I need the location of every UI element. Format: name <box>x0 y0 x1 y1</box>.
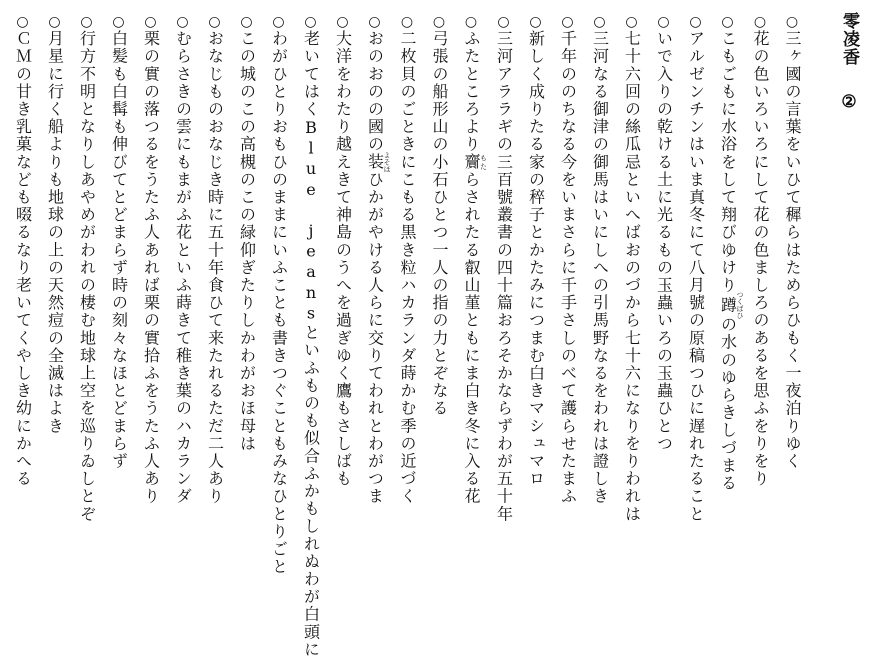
circle-marker: ○ <box>302 14 319 30</box>
circle-marker: ○ <box>142 14 159 30</box>
poem-line <box>327 14 359 534</box>
circle-marker: ○ <box>431 14 447 30</box>
circle-marker: ○ <box>206 14 223 30</box>
circle-marker: ○ <box>14 14 31 30</box>
poem-line <box>295 14 327 658</box>
poem-text: 三ヶ國の言葉をいひて穉らはためらひもく一夜泊りゆく <box>783 30 802 470</box>
poem-text-after: の水のゆらきしづまる <box>718 315 738 492</box>
circle-marker: ○ <box>784 14 800 30</box>
circle-marker: ○ <box>719 14 736 30</box>
circle-marker: ○ <box>270 14 287 30</box>
ruby-reading: よそほ <box>383 151 391 173</box>
circle-marker: ○ <box>238 14 255 30</box>
poem-text: 老いてはくBlue jeansといふものも似合ふかもしれぬわが白頭に <box>301 30 321 658</box>
ruby-word <box>365 151 391 173</box>
poem-line <box>680 14 712 534</box>
poem-text: アルゼンチンはいま真冬にて八月號の原稿つひに遅れたること <box>686 30 706 523</box>
ruby-base: 蹲 <box>718 291 738 319</box>
poem-line <box>103 14 135 534</box>
poem-line <box>584 14 616 534</box>
poem-line <box>776 14 808 534</box>
title-text: 零凌香 <box>839 12 859 66</box>
poem-line <box>744 14 776 534</box>
ruby-word <box>718 291 744 319</box>
poem-text: むらさきの雲にもまがふ花といふ蒔きて稚き葉のハカランダ <box>173 30 193 506</box>
poem-list <box>7 14 809 658</box>
poem-text: 花の色いろいろにして花の色ましろのあるを思ふをりをり <box>751 30 770 488</box>
poem-line <box>199 14 231 534</box>
poem-text-before: おのおのの國の <box>365 30 385 154</box>
ruby-reading: つくばひ <box>736 291 744 319</box>
poem-line <box>263 14 295 576</box>
poem-line <box>648 14 680 534</box>
circle-marker: ○ <box>495 14 512 30</box>
poem-text-before: こもごもに水浴をして翔びゆけり <box>718 30 738 294</box>
poem-text: 七十六回の絲瓜忌といへばおのづから七十六になりをりわれは <box>622 30 642 523</box>
poem-text-after: らされたる叡山菫ともにま白き冬に入る花 <box>462 170 481 506</box>
poem-text: 二枚貝のごときにこもる黒き粒ハカランダ蒔かむ季の近づく <box>398 30 417 506</box>
poem-text: 新しく成りたる家の稡子とかたみにつまむ白きマシュマロ <box>526 30 546 488</box>
circle-marker: ○ <box>46 14 63 30</box>
circle-marker: ○ <box>110 14 127 30</box>
page-title <box>838 12 860 113</box>
poem-text: 行方不明となりしあやめがわれの棲む地球上空を巡りゐしとぞ <box>77 30 97 523</box>
poem-line <box>231 14 263 534</box>
poem-line <box>488 14 520 534</box>
poem-line <box>552 14 584 534</box>
circle-marker: ○ <box>78 14 95 30</box>
poem-text: 栗の實の落つるをうたふ人あれば栗の實拾ふをうたふ人あり <box>141 30 161 506</box>
circle-marker: ○ <box>687 14 704 30</box>
ruby-word <box>462 153 488 171</box>
poem-line <box>71 14 103 534</box>
poem-text: 三河なる御津の御馬はいにしへの引馬野なるをわれは證しき <box>590 30 610 506</box>
poem-text: いで入りの乾ける土に光るもの玉蟲いろの玉蟲ひとつ <box>654 30 674 453</box>
poem-line <box>135 14 167 534</box>
circle-marker: ○ <box>527 14 544 30</box>
poem-line <box>167 14 199 534</box>
poem-line <box>39 14 71 534</box>
circle-marker: ○ <box>559 14 576 30</box>
ruby-reading: もた <box>479 153 488 171</box>
poem-line <box>520 14 552 534</box>
circle-marker: ○ <box>623 14 640 30</box>
poem-line <box>423 14 455 534</box>
poem-text: ＣＭの甘き乳菓なども啜るなり老いてくやしき幼にかへる <box>13 30 33 488</box>
poem-text: 千年ののちなる今をいまさらに千手さしのべて護らせたまふ <box>558 30 578 506</box>
poem-text-before: ふたところより <box>462 30 481 154</box>
circle-marker: ○ <box>174 14 191 30</box>
circle-marker: ○ <box>752 14 768 30</box>
circle-marker: ○ <box>591 14 608 30</box>
poem-text: おなじものおなじき時に五十年食ひて来たれるただ二人あり <box>205 30 225 506</box>
title-number: ② <box>839 92 859 113</box>
ruby-base: 装 <box>365 151 385 173</box>
poem-line <box>7 14 39 534</box>
circle-marker: ○ <box>366 14 383 30</box>
poem-line <box>616 14 648 534</box>
poem-text: 三河アララギの三百號叢書の四十篇おろそかならずわが五十年 <box>494 30 514 523</box>
poem-text-after: ひかがやける人らに交りてわれとわがつま <box>365 170 385 506</box>
poem-line <box>455 14 488 534</box>
poem-line <box>712 14 745 534</box>
poem-text: 大洋をわたり越えきて神島のうへを過ぎゆく鷹もさしばも <box>333 30 353 488</box>
poem-line <box>391 14 423 534</box>
poem-line <box>359 14 392 534</box>
poem-text: わがひとりおもひのままにいふことも書きつぐこともみなひとりごと <box>269 30 289 576</box>
circle-marker: ○ <box>399 14 415 30</box>
circle-marker: ○ <box>655 14 672 30</box>
circle-marker: ○ <box>463 14 479 30</box>
poem-text: 弓張の船形山の小石ひとつ一人の指の力とぞなる <box>430 30 449 418</box>
poem-text: この城のこの高槻のこの緑仰ぎたりしかわがおほ母は <box>237 30 257 453</box>
poem-text: 月星に行く船よりも地球の上の天然痘の全滅はよき <box>45 30 65 435</box>
poem-text: 白髪も白髯も伸びてとどまらず時の刻々なほとどまらず <box>109 30 129 470</box>
circle-marker: ○ <box>334 14 351 30</box>
ruby-base: 齎 <box>462 153 481 171</box>
